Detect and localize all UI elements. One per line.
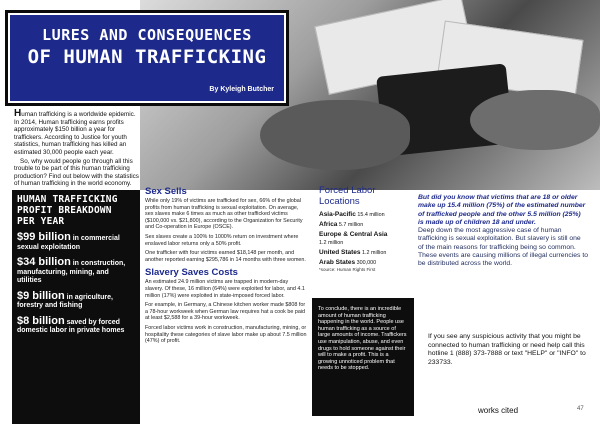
profit-item <box>17 258 135 286</box>
middle-column <box>145 186 307 348</box>
location-number: 300,000 <box>355 260 377 266</box>
location-region: Arab States <box>319 259 356 266</box>
profit-amount: $34 billion <box>17 256 71 268</box>
location-region: Asia-Pacific <box>319 211 356 218</box>
profit-text: saved by forced domestic labor in private homes <box>17 318 125 334</box>
profit-amount: $99 billion <box>17 231 71 243</box>
location-number: 1.2 million <box>360 250 387 256</box>
location-number: 1.2 million <box>319 240 344 246</box>
sex-sells-p1: While only 19% of victims are trafficked for sex, 66% of the global profits from human trafficking is sexual exploitation. On average, sex slaves make 6 times as much as other trafficked victims ($100,000 vs. $21,800), according to the Organization for Security and Co-operation in Europe (OSCE). <box>145 198 303 231</box>
location-item <box>319 249 417 257</box>
source-note: *source: Human Rights First <box>319 267 376 272</box>
slavery-p3: Forced labor victims work in construction, manufacturing, mining, or hospitality these categories of slave labor make up about 7.5 million (47%) of profit. <box>145 324 307 345</box>
profit-item <box>17 233 135 252</box>
profit-text: in agriculture, forestry and fishing <box>17 293 113 309</box>
profit-item <box>17 314 135 336</box>
sex-sells-p2: Sex slaves create a 100% to 1000% return on investment where enslaved labor returns only a 50% profit. <box>145 233 299 247</box>
location-item <box>319 211 417 219</box>
hand-graphic <box>470 90 600 150</box>
location-number: 15.4 million <box>355 212 385 218</box>
intro-text <box>14 110 140 189</box>
intro-paragraph-1 <box>14 110 140 157</box>
profit-text: in commercial sexual exploitation <box>17 235 120 251</box>
profit-amount: $9 billion <box>17 289 65 302</box>
slavery-p2: For example, in Germany, a Chinese kitchen worker made $808 for a 78-hour workweek when German law requires hat a cook be paid at least $2,588 for a 39-hour workweek. <box>145 302 306 322</box>
profit-text: in construction, manufacturing, mining, and utilities <box>17 260 126 284</box>
title-line-2: OF HUMAN TRAFFICKING <box>27 46 267 68</box>
conclusion-block: To conclude, there is an incredible amount of human trafficking happening in the world. People use human trafficking as a source of large amounts of income. Traffickers use manipulation, abuse, and even drugs to hold someone against their will to make a profit. This is a growing unnoticed problem that needs to be stopped. <box>312 298 414 416</box>
locations-heading: Forced Labor Locations <box>319 185 376 207</box>
location-item <box>319 259 417 267</box>
right-column <box>418 194 588 269</box>
hand-graphic-2 <box>260 100 410 170</box>
location-item <box>319 221 417 229</box>
page-number: 47 <box>577 406 584 412</box>
works-cited-link[interactable]: works cited <box>478 406 519 415</box>
hotline-info: If you see any suspicious activity that you might be connected to human trafficking or need help call this hotline 1 (888) 373-7888 or text "HELP" or "INFO" to 233733. <box>428 333 586 366</box>
profit-title: HUMAN TRAFFICKING PROFIT BREAKDOWN PER YEAR <box>17 194 118 227</box>
title-box <box>5 10 289 106</box>
dropcap: H <box>14 108 22 119</box>
byline: By Kyleigh Butcher <box>209 86 274 93</box>
profit-amount: $8 billion <box>17 314 65 327</box>
title-line-1: LURES AND CONSEQUENCES <box>42 26 252 44</box>
age-statistic: But did you know that victims that are 18 or older make up 15.4 million (75%) of the estimated number of trafficked people and the other 5.5 million (25%) is made up of children 18 and under. <box>418 194 586 226</box>
location-region: Africa <box>319 221 338 228</box>
location-region: Europe & Central Asia <box>319 231 388 238</box>
sex-sells-p3: One trafficker with four victims earned $18,148 per month, and another reported earning $295,786 in 14 months with three women. <box>145 250 306 263</box>
slavery-p1: An estimated 24.9 million victims are trapped in modern-day slavery. Of these, 16 million (64%) were exploited for labor, and 4.1 million (17%) were exploited in state-imposed forced labor. <box>145 279 305 299</box>
sexual-exploitation-text: Deep down the most aggressive case of human trafficking is sexual exploitation. But slavery is still one of the main reasons for trafficking being so common. These events are causing millions of illegal currencies to be distributed across the world. <box>418 227 589 268</box>
slavery-heading: Slavery Saves Costs <box>145 267 238 279</box>
intro-p1-text: uman trafficking is a worldwide epidemic. In 2014, Human trafficking earns profits approximately $150 billion a year for traffickers. According to Justice for youth statistics, human trafficking has killed an estimated 30,000 people each year. <box>14 111 136 156</box>
location-item <box>319 231 417 247</box>
profit-item <box>17 289 135 311</box>
forced-labor-locations <box>319 186 417 272</box>
sex-sells-heading: Sex Sells <box>145 186 187 197</box>
location-region: United States <box>319 249 361 256</box>
intro-paragraph-2: So, why would people go through all this trouble to be part of this human trafficking production? Find out below with the statistics of human trafficking in the world economy. <box>14 157 139 188</box>
location-number: 5.7 million <box>337 222 364 228</box>
profit-breakdown <box>12 190 140 424</box>
